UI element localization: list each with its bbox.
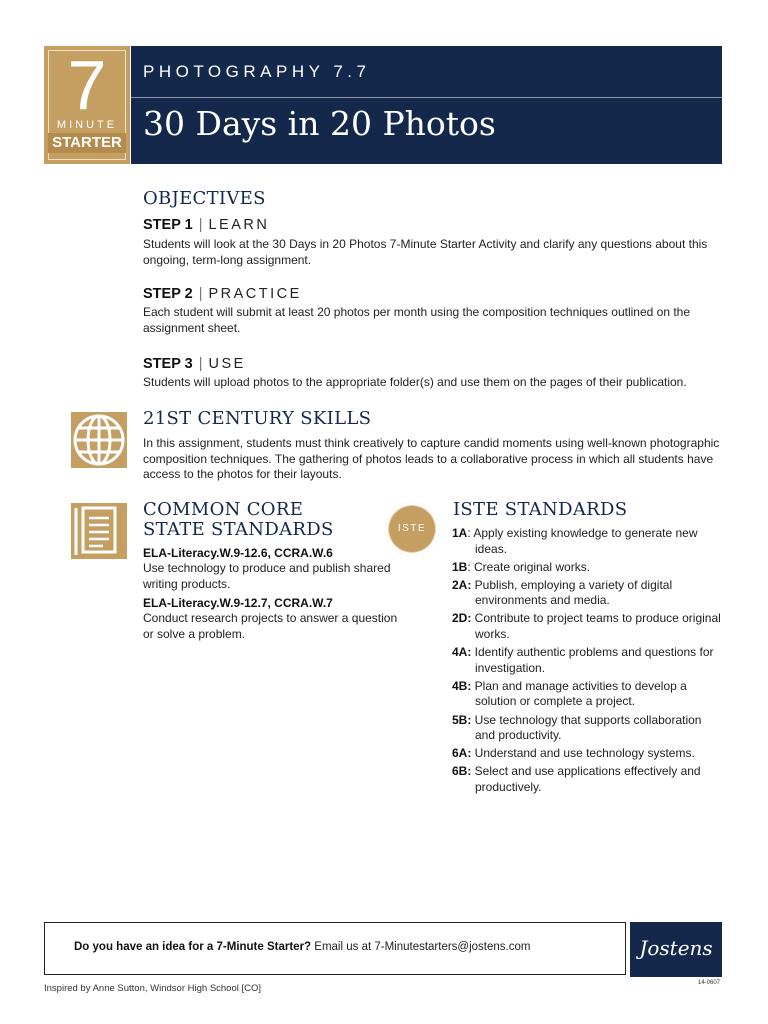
iste-item-text: Publish, employing a variety of digital environments and media. [471,577,673,608]
iste-item [452,526,722,557]
footer-callout [44,922,626,975]
iste-item [452,578,722,609]
common-core-code-2: ELA-Literacy.W.9-12.7, CCRA.W.7 [143,596,333,610]
step-3-name: USE [208,356,246,372]
iste-badge: ISTE [385,502,439,556]
skills-heading: 21ST CENTURY SKILLS [143,408,372,429]
objectives-heading: OBJECTIVES [143,188,266,209]
iste-item [452,679,722,710]
skills-text: In this assignment, students must think creatively to capture candid moments using well-known photographic composition techniques. The gathering of photos leads to a collaborative process in which all students have access to the photos for their layouts. [143,436,720,482]
logo-number: 7 [67,46,107,124]
step-2-name: PRACTICE [208,286,302,302]
banner-kicker: PHOTOGRAPHY 7.7 [143,62,371,81]
step-2-text: Each student will submit at least 20 photos per month using the composition techniques outlined on the assignment sheet. [143,305,691,335]
page-title: 30 Days in 20 Photos [143,104,496,143]
iste-item [452,764,722,795]
iste-standards-list [452,526,722,798]
document-icon [71,503,127,559]
iste-item-code: 4B: [452,678,472,693]
step-3-text: Students will upload photos to the appropriate folder(s) and use them on the pages of their publication. [143,375,687,389]
iste-heading: ISTE STANDARDS [453,499,628,520]
iste-item-text: Plan and manage activities to develop a solution or complete a project. [471,678,687,709]
iste-item [452,611,722,642]
seven-minute-starter-logo [44,46,130,164]
jostens-logo [630,922,722,977]
iste-item-code: 4A: [452,645,472,660]
iste-item-code: 2D: [452,611,472,626]
footer-email-text[interactable]: Email us at 7-Minutestarters@jostens.com [311,941,531,953]
iste-item-text: Contribute to project teams to produce original works. [471,611,721,642]
iste-item-text: : Create original works. [467,559,591,574]
step-3-heading [143,355,246,373]
step-1-name: LEARN [208,217,270,233]
step-2-heading [143,285,302,303]
iste-item [452,713,722,744]
globe-icon [71,412,127,468]
common-core-text-1: Use technology to produce and publish shared writing products. [143,561,391,591]
iste-item [452,560,722,576]
step-1-heading [143,216,269,234]
logo-minute: MINUTE [56,119,118,131]
footer-text [74,941,530,953]
document-icon-graphic [71,503,127,559]
iste-item-code: 5B: [452,712,472,727]
iste-item-text: : Apply existing knowledge to generate new ideas. [467,526,698,556]
iste-item-code: 6B: [452,764,472,779]
step-1-text: Students will look at the 30 Days in 20 Photos 7-Minute Starter Activity and clarify any questions about this ongoing, term-long assignment. [143,237,708,267]
step-1-separator: | [198,217,203,233]
common-core-code-1: ELA-Literacy.W.9-12.6, CCRA.W.6 [143,546,333,560]
iste-item-text: Select and use applications effectively and productively. [471,764,701,794]
iste-item-text: Use technology that supports collaboration and productivity. [471,712,702,743]
step-3-number: STEP 3 [143,356,193,372]
step-2-number: STEP 2 [143,286,193,302]
iste-item-code: 1A [452,526,468,540]
iste-item-code: 6A: [452,746,472,761]
iste-item-code: 1B [452,559,468,574]
title-banner [131,46,722,164]
footer-question: Do you have an idea for a 7-Minute Starter? [74,941,312,953]
iste-item [452,746,722,762]
jostens-wordmark: Jostens [639,936,713,960]
common-core-text-2: Conduct research projects to answer a question or solve a problem. [143,611,398,641]
step-3-separator: | [198,356,203,372]
iste-item [452,645,722,676]
common-core-heading-line-2: STATE STANDARDS [143,519,334,540]
iste-item-text: Identify authentic problems and questions for investigation. [471,645,714,675]
logo-starter: STARTER [48,133,126,153]
common-core-heading-line-1: COMMON CORE [143,499,304,520]
step-1-number: STEP 1 [143,217,193,233]
iste-item-text: Understand and use technology systems. [471,746,695,761]
banner-divider [131,97,722,98]
step-2-separator: | [198,286,203,302]
globe-icon-graphic [71,412,127,468]
credit-line: Inspired by Anne Sutton, Windsor High School [CO] [44,983,262,994]
iste-item-code: 2A: [452,577,472,592]
document-code: 14-0607 [698,980,721,986]
